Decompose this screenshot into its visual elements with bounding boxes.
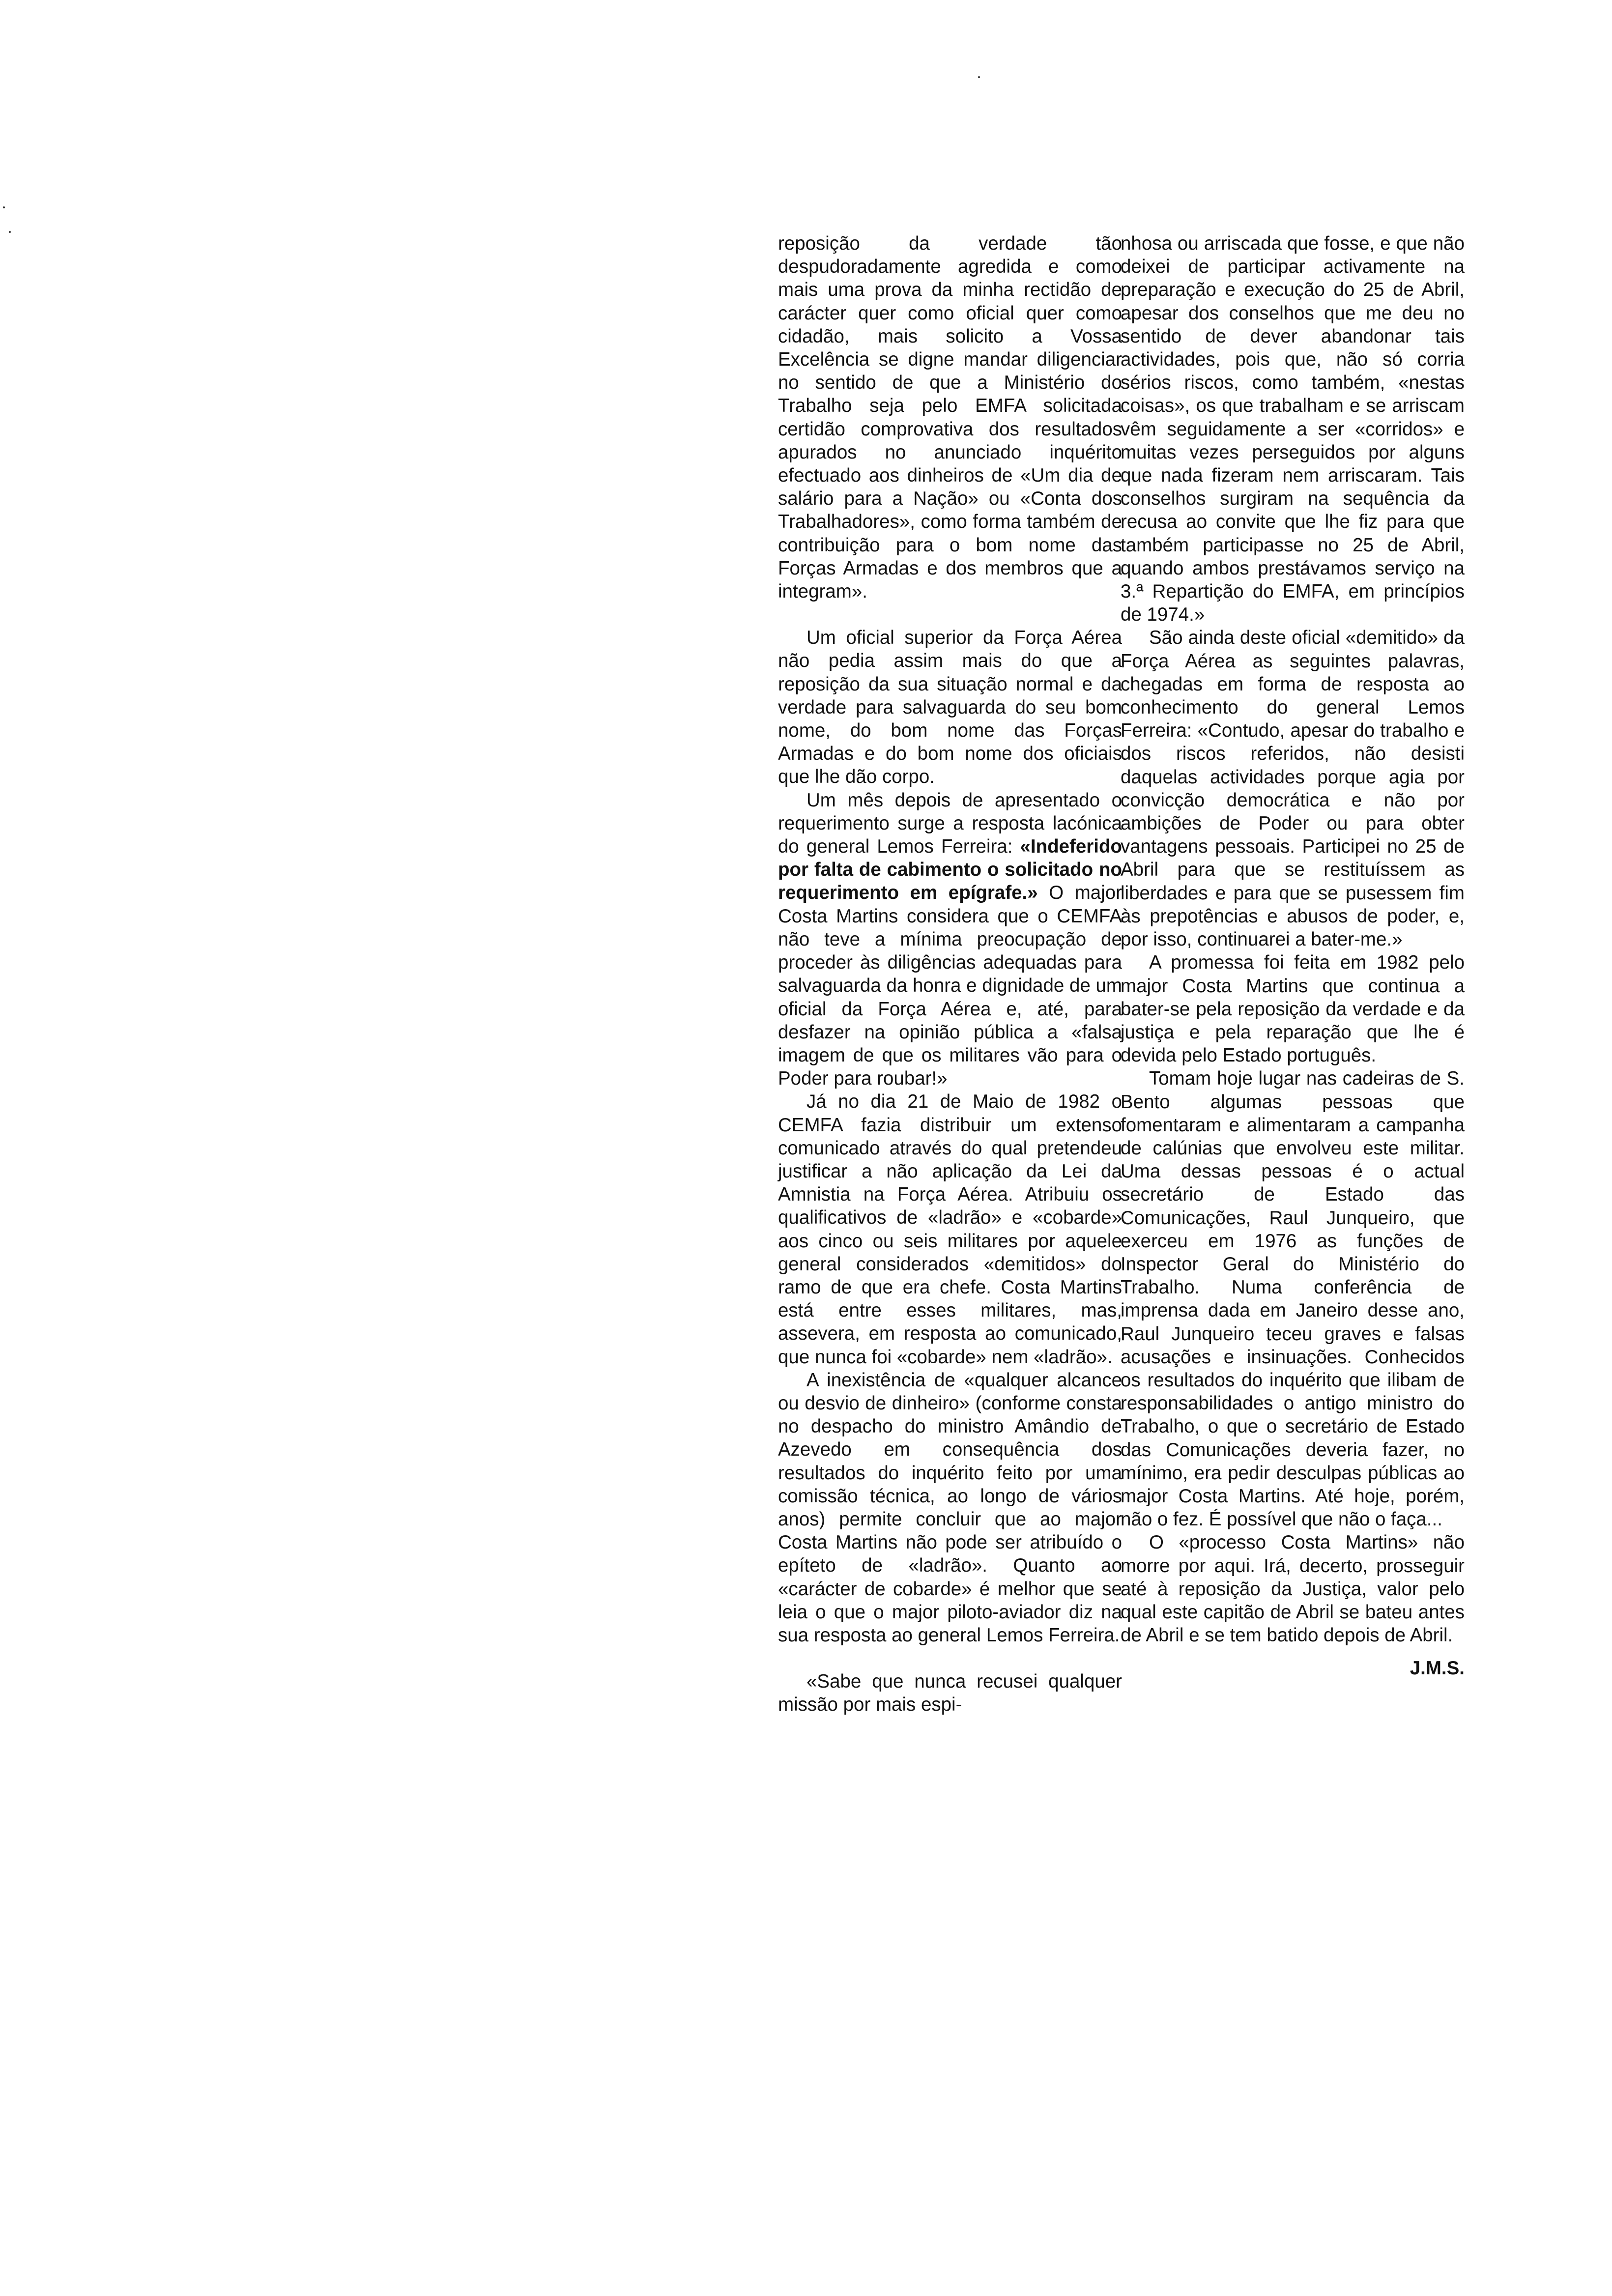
paragraph: Já no dia 21 de Maio de 1982 o CEMFA fazia distribuir um extenso comunicado através do qual pretendeu justificar a não aplicação da Lei da Amnistia na Força Aérea. Atribuiu os qualificativos de «ladrão» e «cobarde» aos cinco ou seis militares por aquele general considerados «demitidos» do ramo de que era chefe. Costa Martins está entre esses militares, mas, assevera, em resposta ao comunicado, que nunca foi «cobarde» nem «ladrão». xyxy=(778,1091,1122,1368)
quoted-dispatch-bold: «Indeferido por falta de cabimento o solicitado no requerimento em epígrafe.» xyxy=(778,836,1122,904)
article-column-left xyxy=(778,232,1122,1717)
paragraph-text: O major Costa Martins considera que o CEMFA não teve a mínima preocupação de proceder às diligências adequadas para salvaguarda da honra e dignidade de um oficial da Força Aérea e, até, para desfazer na opinião pública a «falsa imagem de que os militares vão para o Poder para roubar!» xyxy=(778,882,1123,1090)
scan-speck xyxy=(978,76,980,78)
paragraph: A promessa foi feita em 1982 pelo major Costa Martins que continua a bater-se pela reposição da verdade e da justiça e pela reparação que lhe é devida pelo Estado português. xyxy=(1121,952,1465,1066)
scan-speck xyxy=(3,206,5,208)
paragraph: reposição da verdade tão despudoradamente agredida e como mais uma prova da minha rectidão de carácter quer como oficial quer como cidadão, mais solicito a Vossa Excelência se digne mandar diligenciar no sentido de que a Ministério do Trabalho seja pelo EMFA solicitada certidão comprovativa dos resultados apurados no anunciado inquérito efectuado aos dinheiros de «Um dia de salário para a Nação» ou «Conta dos Trabalhadores», como forma também de contribuição para o bom nome das Forças Armadas e dos membros que a integram». xyxy=(778,233,1122,603)
paragraph: São ainda deste oficial «demitido» da Força Aérea as seguintes palavras, chegadas em forma de resposta ao conhecimento do general Lemos Ferreira: «Contudo, apesar do trabalho e dos riscos referidos, não desisti daquelas actividades porque agia por convicção democrática e não por ambições de Poder ou para obter vantagens pessoais. Participei no 25 de Abril para que se restituíssem as liberdades e para que se pusessem fim às prepotências e abusos de poder, e, por isso, continuarei a bater-me.» xyxy=(1121,627,1465,950)
paragraph: O «processo Costa Martins» não morre por aqui. Irá, decerto, prosseguir até à reposição da Justiça, valor pelo qual este capitão de Abril se bateu antes de Abril e se tem batido depois de Abril. xyxy=(1121,1532,1465,1646)
author-signature: J.M.S. xyxy=(1410,1658,1465,1679)
article-column-right xyxy=(1121,232,1465,1680)
paragraph: Tomam hoje lugar nas cadeiras de S. Bento algumas pessoas que fomentaram e alimentaram a campanha de calúnias que envolveu este militar. Uma dessas pessoas é o actual secretário de Estado das Comunicações, Raul Junqueiro, que exerceu em 1976 as funções de Inspector Geral do Ministério do Trabalho. Numa conferência de imprensa dada em Janeiro desse ano, Raul Junqueiro teceu graves e falsas acusações e insinuações. Conhecidos os resultados do inquérito que ilibam de responsabilidades o antigo ministro do Trabalho, o que o secretário de Estado das Comunicações deveria fazer, no mínimo, era pedir desculpas públicas ao major Costa Martins. Até hoje, porém, não o fez. É possível que não o faça... xyxy=(1121,1068,1465,1530)
paragraph: A inexistência de «qualquer alcance ou desvio de dinheiro» (conforme consta no despacho do ministro Amândio de Azevedo em consequência dos resultados do inquérito feito por uma comissão técnica, ao longo de vários anos) permite concluir que ao major Costa Martins não pode ser atribuído o epíteto de «ladrão». Quanto ao «carácter de cobarde» é melhor que se leia o que o major piloto-aviador diz na sua resposta ao general Lemos Ferreira. xyxy=(778,1369,1122,1646)
paragraph xyxy=(778,789,1122,1091)
paragraph: nhosa ou arriscada que fosse, e que não deixei de participar activamente na preparação e execução do 25 de Abril, apesar dos conselhos que me deu no sentido de dever abandonar tais actividades, pois que, não só corria sérios riscos, como também, «nestas coisas», os que trabalham e se arriscam vêm seguidamente a ser «corridos» e muitas vezes perseguidos por alguns que nada fizeram nem arriscaram. Tais conselhos surgiram na sequência da recusa ao convite que lhe fiz para que também participasse no 25 de Abril, quando ambos prestávamos serviço na 3.ª Repartição do EMFA, em princípios de 1974.» xyxy=(1121,233,1465,626)
scan-speck xyxy=(9,231,11,233)
paragraph-text: Um mês depois de apresentado o requerimento surge a resposta lacónica do general Lemos Ferreira: xyxy=(778,789,1122,858)
paragraph: Um oficial superior da Força Aérea não pedia assim mais do que a reposição da sua situação normal e da verdade para salvaguarda do seu bom nome, do bom nome das Forças Armadas e do bom nome dos oficiais que lhe dão corpo. xyxy=(778,627,1122,788)
paragraph: «Sabe que nunca recusei qualquer missão por mais espi- xyxy=(778,1671,1122,1716)
